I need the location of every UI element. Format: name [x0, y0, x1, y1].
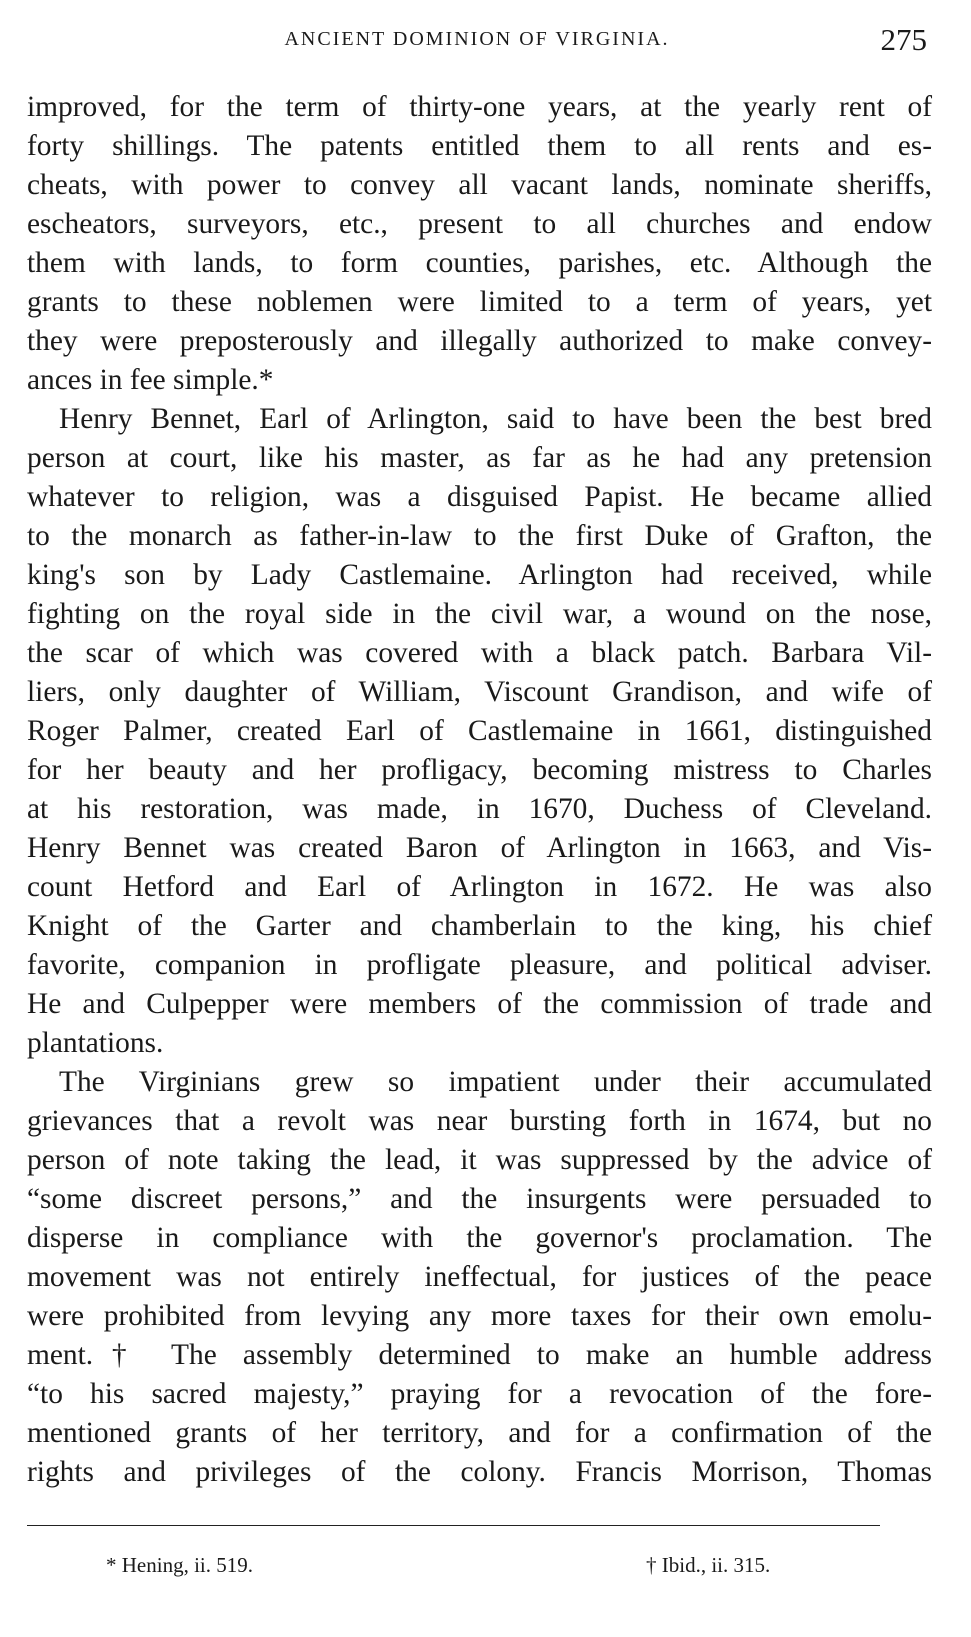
running-head [27, 22, 927, 58]
text-line: plantations. [27, 1027, 164, 1059]
text-line: them with lands, to form counties, parishes, etc. Although the [27, 247, 932, 279]
footnote-hening: * Hening, ii. 519. [106, 1553, 253, 1577]
text-line: disperse in compliance with the governor's proclamation. The [27, 1222, 932, 1254]
text-line: count Hetford and Earl of Arlington in 1672. He was also [27, 871, 932, 903]
text-line: mentioned grants of her territory, and for a confirmation of the [27, 1417, 932, 1449]
footnote-divider [27, 1525, 880, 1526]
text-line: “some discreet persons,” and the insurgents were persuaded to [27, 1183, 932, 1215]
body-text [27, 88, 932, 1492]
text-line: ances in fee simple.* [27, 364, 274, 396]
text-line: fighting on the royal side in the civil war, a wound on the nose, [27, 598, 932, 630]
text-line: ment.† The assembly determined to make an humble address [27, 1339, 932, 1371]
paragraph-virginians [27, 1063, 932, 1492]
text-line: grants to these noblemen were limited to a term of years, yet [27, 286, 932, 318]
text-line: they were preposterously and illegally authorized to make convey- [27, 325, 932, 357]
text-line: Roger Palmer, created Earl of Castlemaine in 1661, distinguished [27, 715, 932, 747]
text-line: king's son by Lady Castlemaine. Arlington had received, while [27, 559, 932, 591]
text-line: person at court, like his master, as far as he had any pretension [27, 442, 932, 474]
text-line: “to his sacred majesty,” praying for a revocation of the fore- [27, 1378, 932, 1410]
paragraph-continued [27, 88, 932, 400]
text-line: whatever to religion, was a disguised Papist. He became allied [27, 481, 932, 513]
paragraph-arlington [27, 400, 932, 1063]
text-line: liers, only daughter of William, Viscount Grandison, and wife of [27, 676, 932, 708]
text-line: Henry Bennet, Earl of Arlington, said to have been the best bred [59, 403, 932, 435]
text-line: rights and privileges of the colony. Francis Morrison, Thomas [27, 1456, 932, 1488]
text-line: grievances that a revolt was near bursting forth in 1674, but no [27, 1105, 932, 1137]
text-line: cheats, with power to convey all vacant lands, nominate sheriffs, [27, 169, 932, 201]
text-line: at his restoration, was made, in 1670, Duchess of Cleveland. [27, 793, 932, 825]
footnotes [0, 1545, 971, 1585]
text-line: Knight of the Garter and chamberlain to the king, his chief [27, 910, 932, 942]
text-line: the scar of which was covered with a black patch. Barbara Vil- [27, 637, 932, 669]
text-line: Henry Bennet was created Baron of Arlington in 1663, and Vis- [27, 832, 932, 864]
page-number: 275 [880, 22, 927, 57]
text-line: were prohibited from levying any more taxes for their own emolu- [27, 1300, 932, 1332]
text-line: to the monarch as father-in-law to the first Duke of Grafton, the [27, 520, 932, 552]
footnote-ibid: † Ibid., ii. 315. [646, 1553, 771, 1577]
text-line: He and Culpepper were members of the commission of trade and [27, 988, 932, 1020]
text-line: improved, for the term of thirty-one years, at the yearly rent of [27, 91, 932, 123]
text-line: favorite, companion in profligate pleasure, and political adviser. [27, 949, 932, 981]
text-line: movement was not entirely ineffectual, for justices of the peace [27, 1261, 932, 1293]
text-line: person of note taking the lead, it was suppressed by the advice of [27, 1144, 932, 1176]
text-line: The Virginians grew so impatient under their accumulated [59, 1066, 932, 1098]
text-line: forty shillings. The patents entitled them to all rents and es- [27, 130, 932, 162]
running-title: ANCIENT DOMINION OF VIRGINIA. [284, 28, 670, 50]
text-line: escheators, surveyors, etc., present to all churches and endow [27, 208, 932, 240]
text-line: for her beauty and her profligacy, becoming mistress to Charles [27, 754, 932, 786]
